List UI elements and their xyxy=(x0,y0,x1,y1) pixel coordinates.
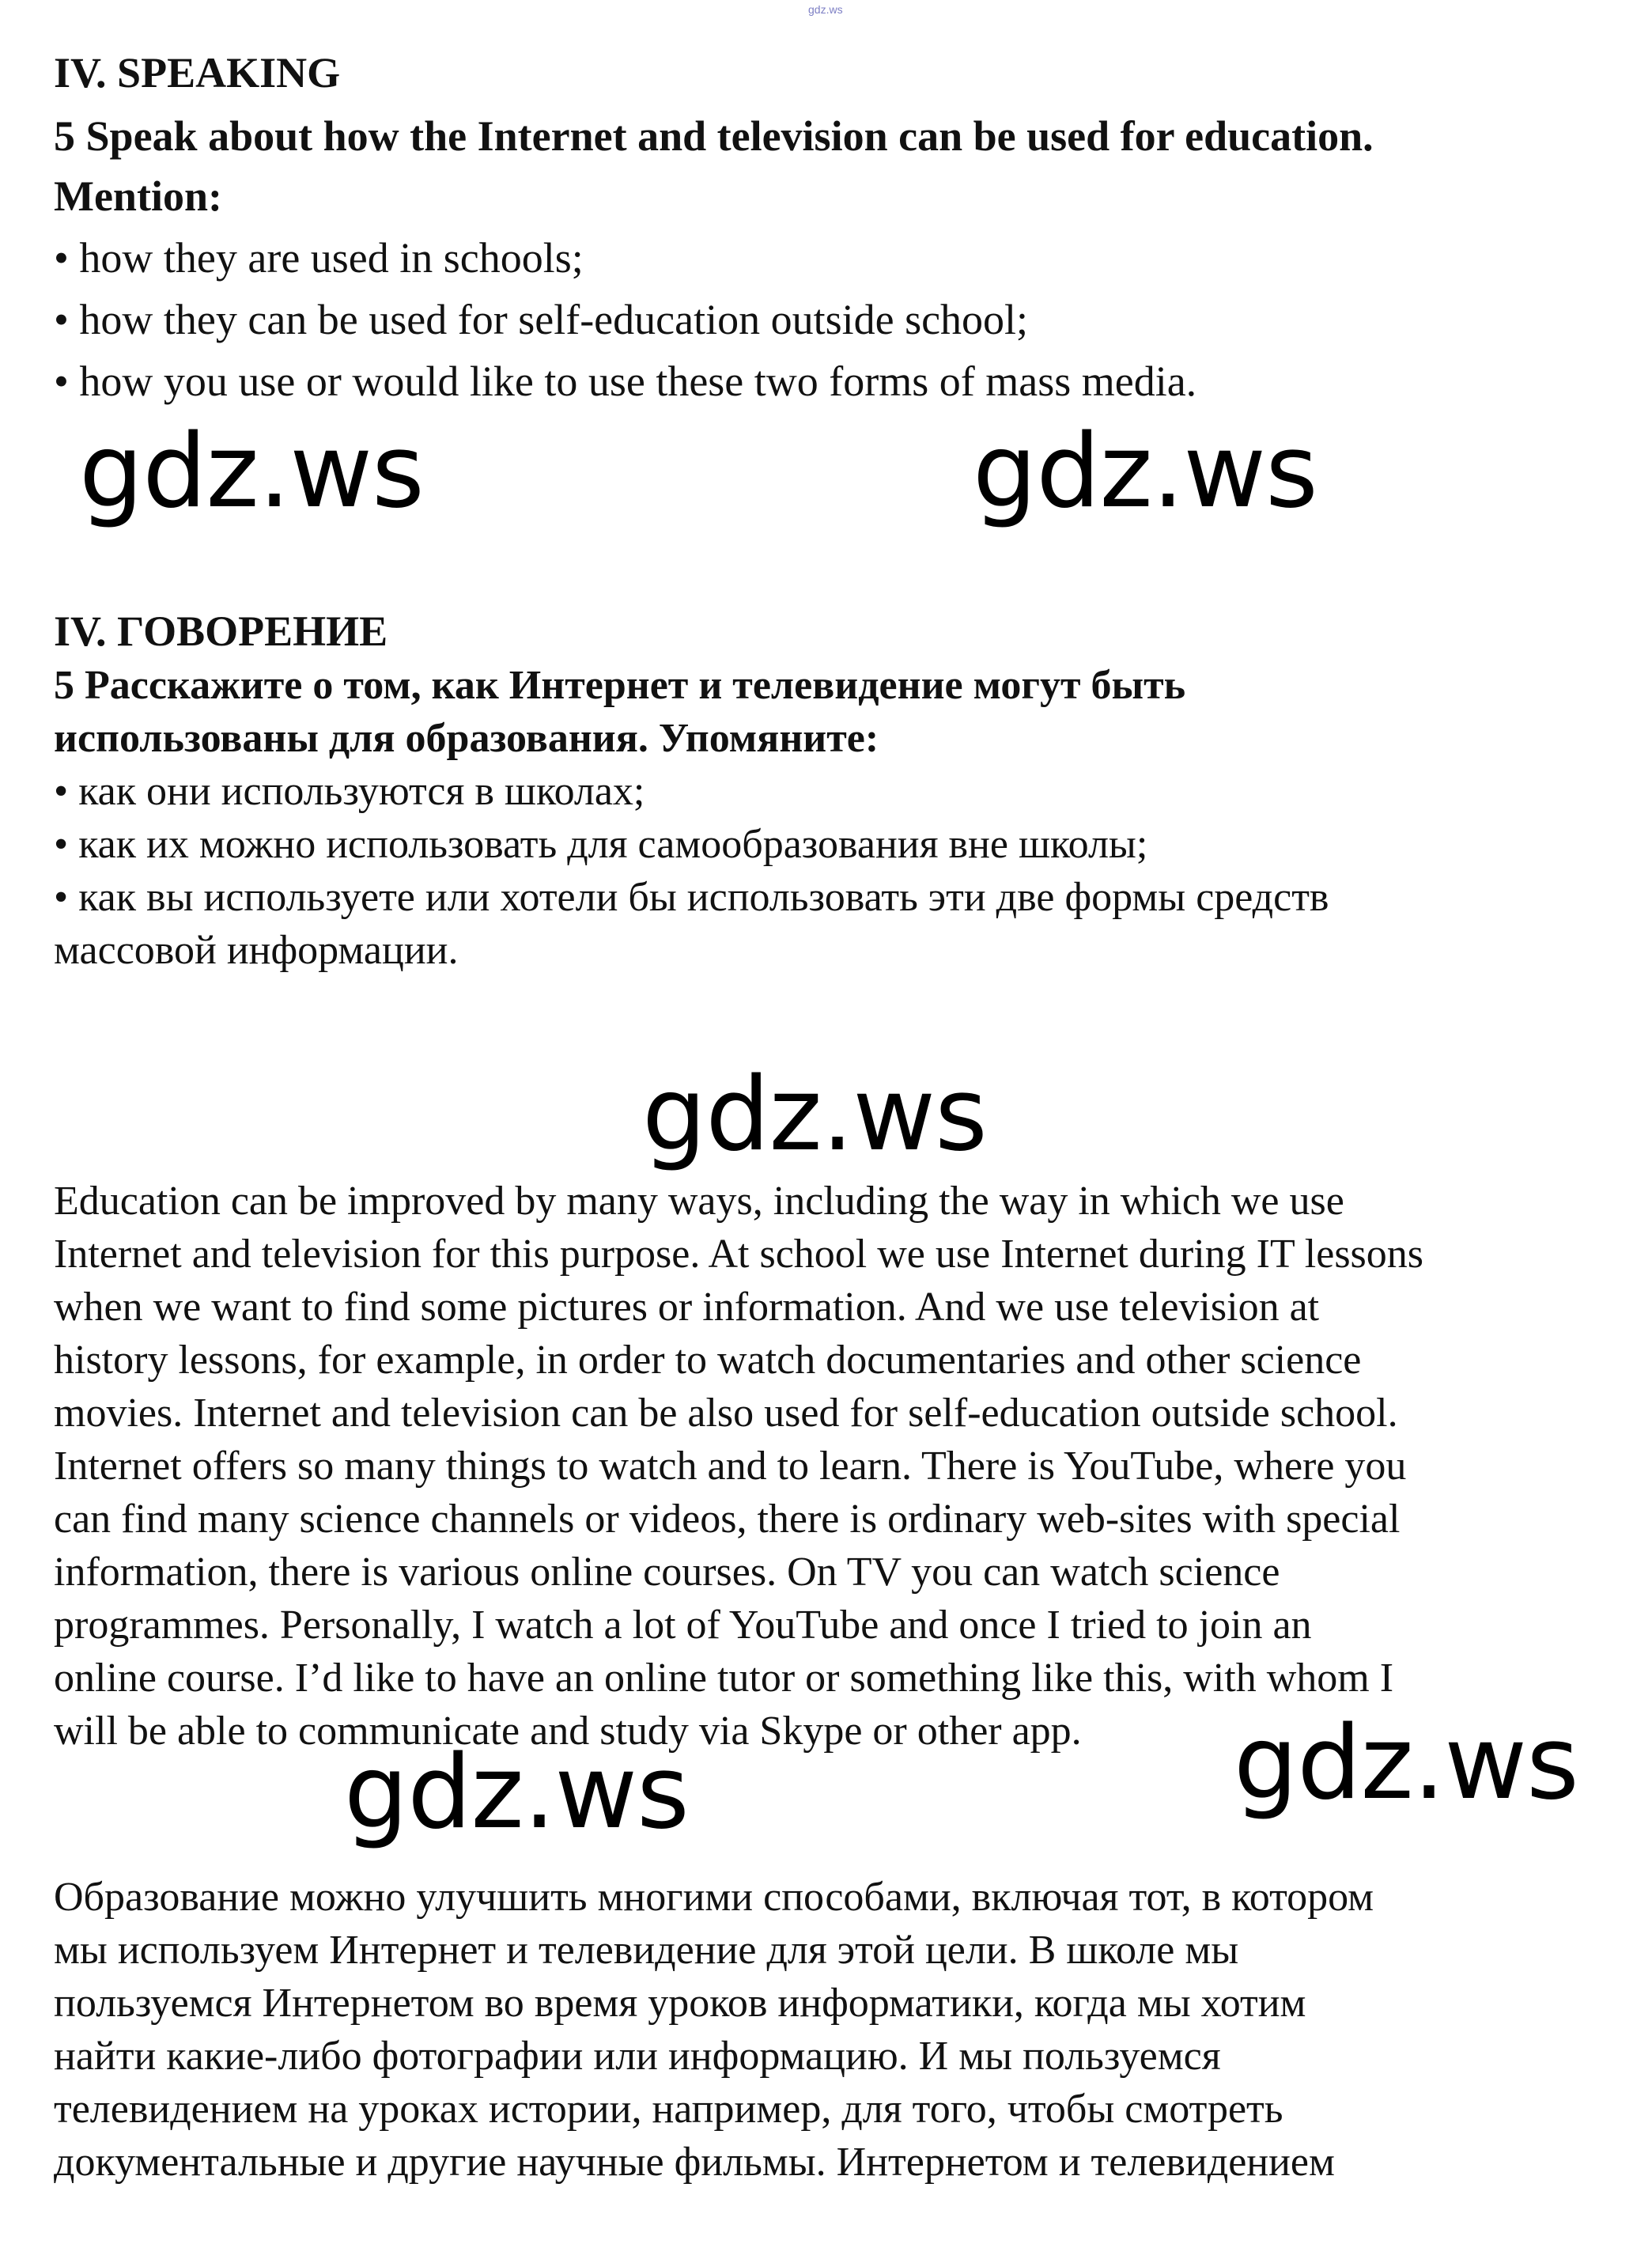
bullet-item-en: • how they can be used for self-education outside school; xyxy=(54,296,1029,343)
text-line: movies. Internet and television can be also used for self-education outside school. xyxy=(54,1391,1398,1436)
bullet-item-en: • how you use or would like to use these two forms of mass media. xyxy=(54,358,1197,405)
text-line: history lessons, for example, in order to watch documentaries and other science xyxy=(54,1338,1362,1383)
text-line: документальные и другие научные фильмы. Интернетом и телевидением xyxy=(54,2140,1335,2185)
text-line: пользуемся Интернетом во время уроков информатики, когда мы хотим xyxy=(54,1981,1306,2026)
text-line: will be able to communicate and study via Skype or other app. xyxy=(54,1709,1082,1754)
text-line: Internet and television for this purpose. At school we use Internet during IT lessons xyxy=(54,1232,1424,1277)
bullet-item-ru: • как они используются в школах; xyxy=(54,769,645,814)
text-line: Internet offers so many things to watch and to learn. There is YouTube, where you xyxy=(54,1444,1407,1489)
watermark: gdz.ws xyxy=(79,413,424,531)
text-line: programmes. Personally, I watch a lot of YouTube and once I tried to join an xyxy=(54,1603,1312,1648)
text-line: can find many science channels or videos, there is ordinary web-sites with special xyxy=(54,1497,1401,1542)
text-line: найти какие-либо фотографии или информацию. И мы пользуемся xyxy=(54,2034,1221,2079)
watermark: gdz.ws xyxy=(642,1056,987,1174)
bullet-item-ru: • как вы используете или хотели бы использовать эти две формы средств xyxy=(54,875,1329,920)
text-line: телевидением на уроках истории, например, для того, чтобы смотреть xyxy=(54,2087,1283,2132)
answer-paragraph-en xyxy=(54,1175,1643,1758)
section-heading-en: IV. SPEAKING xyxy=(54,49,341,96)
text-line: Образование можно улучшить многими способами, включая тот, в котором xyxy=(54,1875,1374,1920)
task-title-ru: 5 Расскажите о том, как Интернет и телевидение могут быть xyxy=(54,663,1186,708)
watermark: gdz.ws xyxy=(344,1734,689,1852)
text-line: online course. I’d like to have an online tutor or something like this, with whom I xyxy=(54,1656,1394,1701)
watermark: gdz.ws xyxy=(973,413,1317,531)
text-line: мы используем Интернет и телевидение для этой цели. В школе мы xyxy=(54,1928,1239,1973)
text-line: information, there is various online courses. On TV you can watch science xyxy=(54,1550,1280,1595)
header-watermark: gdz.ws xyxy=(808,3,843,16)
bullet-item-ru: • как их можно использовать для самообразования вне школы; xyxy=(54,822,1148,867)
section-heading-ru: IV. ГОВОРЕНИЕ xyxy=(54,607,388,655)
answer-paragraph-ru xyxy=(54,1871,1643,2189)
text-line: Education can be improved by many ways, including the way in which we use xyxy=(54,1179,1344,1224)
bullet-item-en: • how they are used in schools; xyxy=(54,234,584,282)
watermark: gdz.ws xyxy=(1234,1705,1578,1822)
text-line: when we want to find some pictures or information. And we use television at xyxy=(54,1285,1320,1330)
mention-label: Mention: xyxy=(54,172,222,220)
bullet-item-ru-cont: массовой информации. xyxy=(54,928,459,973)
task-title-ru-cont: использованы для образования. Упомяните: xyxy=(54,716,879,761)
task-title-en: 5 Speak about how the Internet and television can be used for education. xyxy=(54,112,1374,160)
